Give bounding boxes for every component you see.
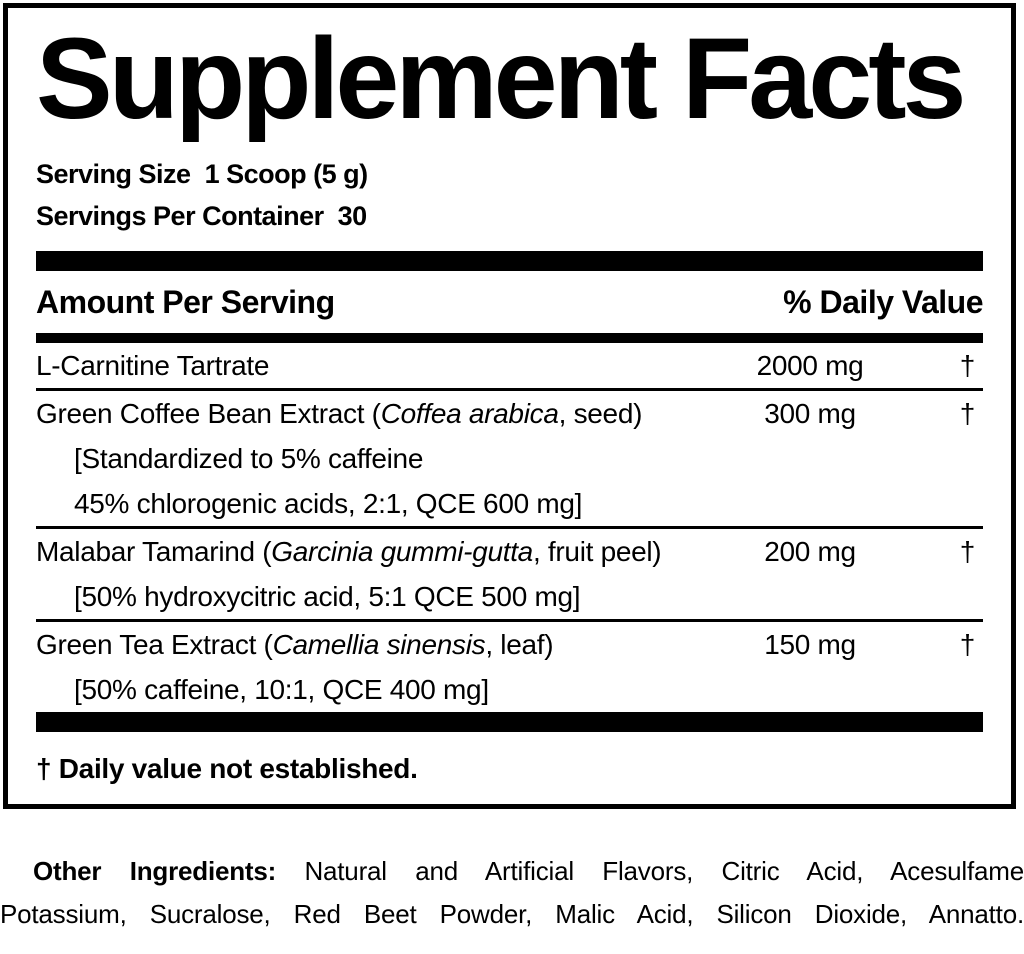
serving-size-label: Serving Size: [36, 159, 191, 189]
ingredient-name: Green Coffee Bean Extract (Coffea arabica, seed): [36, 397, 643, 429]
servings-per-container-line: [36, 195, 983, 237]
other-ingredients-text-1: Natural and Artificial Flavors, Citric Acid, Acesulfame: [276, 856, 1024, 886]
table-row: [36, 391, 983, 436]
ingredient-amount: 300 mg: [764, 397, 856, 429]
serving-info: [36, 153, 983, 237]
ingredient-name: Green Tea Extract (Camellia sinensis, leaf): [36, 628, 554, 660]
panel-title: Supplement Facts: [36, 15, 963, 143]
ingredient-detail: [50% caffeine, 10:1, QCE 400 mg]: [74, 673, 489, 705]
supplement-facts-panel: [3, 3, 1016, 809]
daily-value-header: % Daily Value: [783, 283, 983, 320]
other-ingredients-label: Other Ingredients:: [33, 856, 277, 886]
other-ingredients-line-1: [0, 850, 1024, 893]
divider-bar-bottom: [36, 712, 983, 732]
ingredient-daily-value: †: [959, 349, 975, 381]
serving-size-line: [36, 153, 983, 195]
ingredient-amount: 150 mg: [764, 628, 856, 660]
ingredient-name: L-Carnitine Tartrate: [36, 349, 270, 381]
ingredient-amount: 2000 mg: [756, 349, 864, 381]
ingredient-daily-value: †: [959, 397, 975, 429]
amount-per-serving-header: Amount Per Serving: [36, 283, 335, 320]
table-row: [36, 529, 983, 574]
divider-bar-header: [36, 333, 983, 343]
servings-per-container-value: 30: [337, 201, 367, 231]
table-row: [36, 622, 983, 667]
servings-per-container-label: Servings Per Container: [36, 201, 324, 231]
ingredient-detail: [Standardized to 5% caffeine: [74, 442, 424, 474]
table-row: [36, 343, 983, 388]
ingredient-detail: 45% chlorogenic acids, 2:1, QCE 600 mg]: [74, 487, 583, 519]
serving-size-value: 1 Scoop (5 g): [204, 159, 368, 189]
ingredient-amount: 200 mg: [764, 535, 856, 567]
daily-value-footnote: † Daily value not established.: [36, 753, 418, 784]
divider-bar-top: [36, 251, 983, 271]
ingredient-name: Malabar Tamarind (Garcinia gummi-gutta, fruit peel): [36, 535, 662, 567]
table-header-row: [36, 271, 983, 333]
other-ingredients-paragraph: [0, 850, 1024, 936]
other-ingredients-line-2: Potassium, Sucralose, Red Beet Powder, Malic Acid, Silicon Dioxide, Annatto.: [0, 899, 1024, 929]
ingredient-detail: [50% hydroxycitric acid, 5:1 QCE 500 mg]: [74, 580, 581, 612]
ingredient-daily-value: †: [959, 628, 975, 660]
ingredient-daily-value: †: [959, 535, 975, 567]
